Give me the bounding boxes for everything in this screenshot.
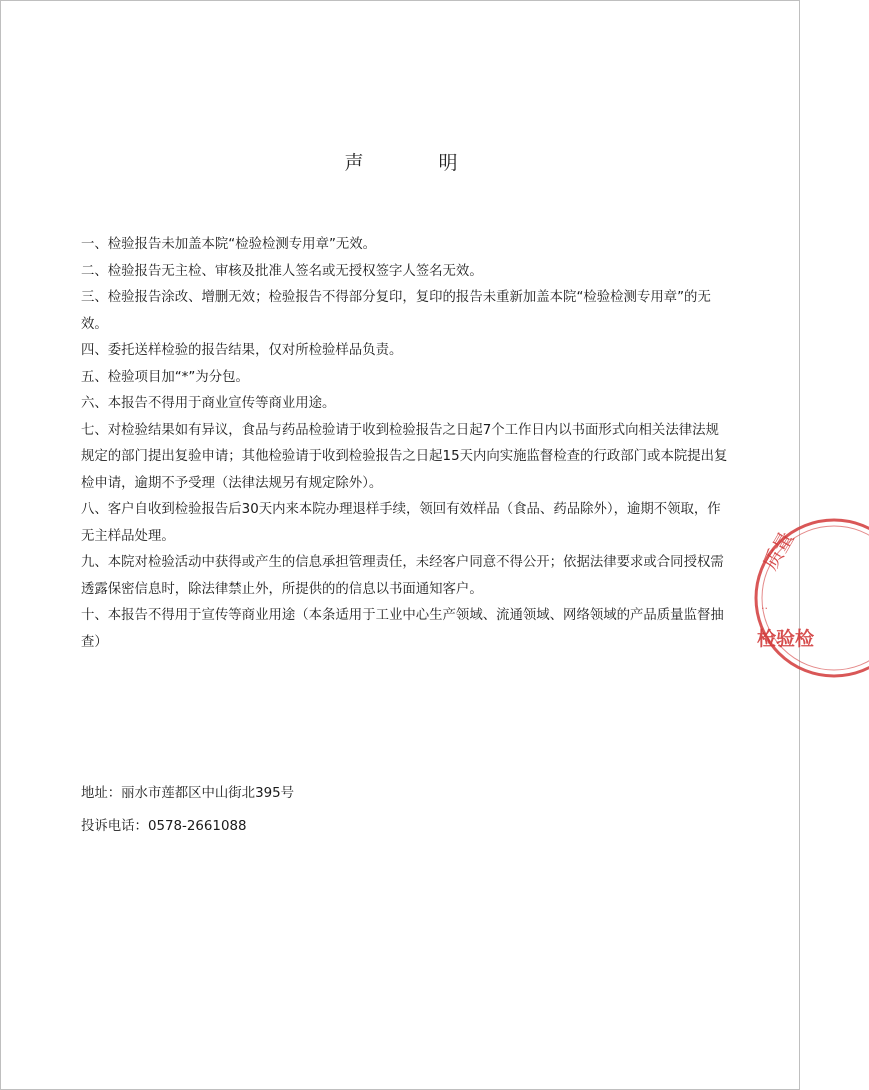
clause-5: 五、检验项目加“*”为分包。 (81, 369, 249, 385)
clause-6: 六、本报告不得用于商业宣传等商业用途。 (81, 396, 336, 411)
seal-text-mid: .. (761, 599, 768, 612)
official-seal-stamp (749, 513, 869, 683)
address: 地址：丽水市莲都区中山街北395号 (81, 786, 295, 801)
clause-list (81, 232, 731, 656)
clause-10: 十、本报告不得用于宣传等商业用途（本条适用于工业中心生产领域、流通领域、网络领域的产品质量监督抽查） (81, 608, 724, 650)
clause-2: 二、检验报告无主检、审核及批准人签名或无授权签字人签名无效。 (81, 263, 483, 279)
clause-7: 七、对检验结果如有异议，食品与药品检验请于收到检验报告之日起7个工作日内以书面形式向相关法律法规规定的部门提出复验申请；其他检验请于收到检验报告之日起15天内向实施监督检查的行政部门或本院提出复检申请，逾期不予受理（法律法规另有规定除外）。 (81, 422, 728, 491)
clause-4: 四、委托送样检验的报告结果，仅对所检验样品负责。 (81, 343, 403, 358)
seal-text-top: 质量 (757, 527, 799, 574)
clause-8: 八、客户自收到检验报告后30天内来本院办理退样手续，领回有效样品（食品、药品除外），逾期不领取，作无主样品处理。 (81, 502, 721, 544)
clause-3: 三、检验报告涂改、增删无效；检验报告不得部分复印，复印的报告未重新加盖本院“检验检测专用章”的无效。 (81, 290, 711, 332)
complaint-phone: 投诉电话：0578-2661088 (81, 819, 247, 834)
contact-footer (81, 777, 681, 843)
page-title: 声 明 (344, 152, 486, 174)
clause-1: 一、检验报告未加盖本院“检验检测专用章”无效。 (81, 237, 377, 252)
clause-9: 九、本院对检验活动中获得或产生的信息承担管理责任，未经客户同意不得公开；依据法律要求或合同授权需透露保密信息时，除法律禁止外，所提供的的信息以书面通知客户。 (81, 555, 724, 597)
seal-text-bottom: 检验检 (757, 628, 815, 650)
